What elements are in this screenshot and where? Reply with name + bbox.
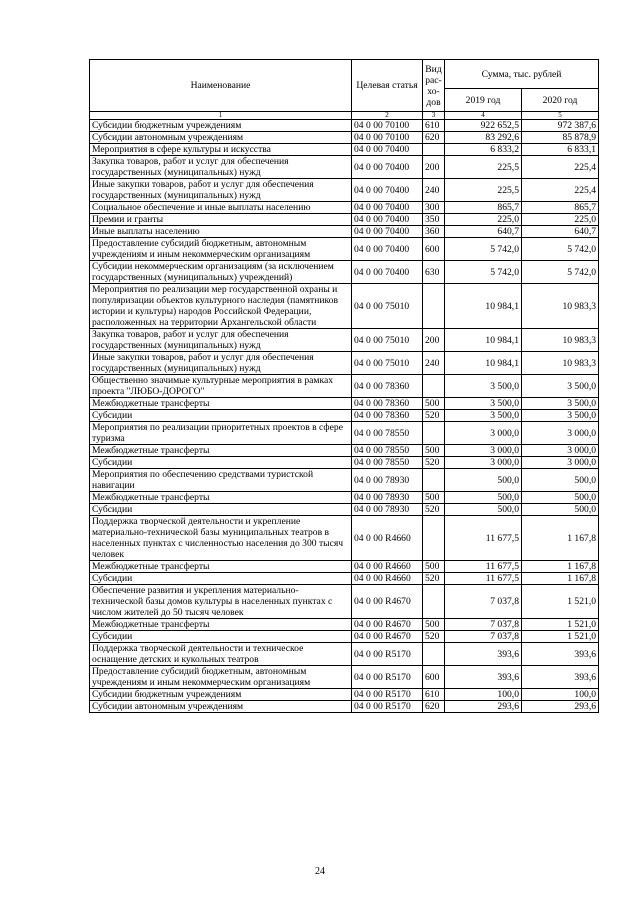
table-row — [90, 701, 599, 713]
row-expense-type-cell: 500 — [423, 561, 445, 573]
row-amount-2019-cell: 5 742,0 — [445, 238, 522, 261]
row-expense-type-cell: 520 — [423, 457, 445, 469]
row-amount-2019-cell: 11 677,5 — [445, 573, 522, 585]
row-amount-2019-cell: 100,0 — [445, 689, 522, 701]
row-amount-2020-cell: 3 000,0 — [522, 422, 599, 445]
row-name-cell: Межбюджетные трансферты — [90, 398, 352, 410]
row-expense-type-cell: 500 — [423, 619, 445, 631]
table-row — [90, 352, 599, 375]
row-expense-type-cell: 200 — [423, 156, 445, 179]
index-row — [90, 112, 599, 120]
row-amount-2019-cell: 5 742,0 — [445, 261, 522, 284]
table-row — [90, 585, 599, 619]
row-target-code-cell: 04 0 00 70400 — [352, 238, 423, 261]
row-amount-2020-cell: 10 983,3 — [522, 329, 599, 352]
row-amount-2019-cell: 10 984,1 — [445, 329, 522, 352]
row-name-cell: Мероприятия по обеспечению средствами туристской навигации — [90, 469, 352, 492]
row-name-cell: Закупка товаров, работ и услуг для обеспечения государственных (муниципальных) нужд — [90, 329, 352, 352]
row-expense-type-cell: 620 — [423, 132, 445, 144]
row-amount-2019-cell: 225,5 — [445, 179, 522, 202]
row-name-cell: Премии и гранты — [90, 214, 352, 226]
row-expense-type-cell: 300 — [423, 202, 445, 214]
row-target-code-cell: 04 0 00 78550 — [352, 422, 423, 445]
row-amount-2019-cell: 10 984,1 — [445, 284, 522, 329]
header-target: Целевая статья — [352, 60, 423, 112]
row-amount-2019-cell: 225,5 — [445, 156, 522, 179]
row-amount-2020-cell: 5 742,0 — [522, 238, 599, 261]
row-target-code-cell: 04 0 00 75010 — [352, 284, 423, 329]
row-target-code-cell: 04 0 00 78550 — [352, 445, 423, 457]
table-row — [90, 156, 599, 179]
row-target-code-cell: 04 0 00 R5170 — [352, 689, 423, 701]
row-amount-2020-cell: 3 000,0 — [522, 445, 599, 457]
table-row — [90, 631, 599, 643]
table-row — [90, 666, 599, 689]
budget-table — [89, 59, 599, 713]
row-amount-2020-cell: 972 387,6 — [522, 120, 599, 132]
row-target-code-cell: 04 0 00 70400 — [352, 202, 423, 214]
row-amount-2020-cell: 393,6 — [522, 666, 599, 689]
table-row — [90, 144, 599, 156]
row-amount-2020-cell: 500,0 — [522, 492, 599, 504]
index-cell: 4 — [445, 112, 522, 120]
header-name: Наименование — [90, 60, 352, 112]
table-row — [90, 469, 599, 492]
row-expense-type-cell — [423, 375, 445, 398]
table-row — [90, 398, 599, 410]
row-name-cell: Иные выплаты населению — [90, 226, 352, 238]
row-target-code-cell: 04 0 00 70400 — [352, 179, 423, 202]
row-target-code-cell: 04 0 00 R4670 — [352, 619, 423, 631]
row-name-cell: Субсидии — [90, 573, 352, 585]
row-amount-2020-cell: 225,4 — [522, 179, 599, 202]
row-name-cell: Межбюджетные трансферты — [90, 561, 352, 573]
row-amount-2019-cell: 500,0 — [445, 492, 522, 504]
row-amount-2019-cell: 225,0 — [445, 214, 522, 226]
row-name-cell: Субсидии автономным учреждениям — [90, 701, 352, 713]
row-target-code-cell: 04 0 00 R5170 — [352, 666, 423, 689]
row-amount-2020-cell: 1 521,0 — [522, 585, 599, 619]
row-expense-type-cell: 240 — [423, 352, 445, 375]
row-expense-type-cell: 630 — [423, 261, 445, 284]
row-target-code-cell: 04 0 00 78550 — [352, 457, 423, 469]
row-expense-type-cell: 520 — [423, 573, 445, 585]
row-expense-type-cell — [423, 144, 445, 156]
row-target-code-cell: 04 0 00 78360 — [352, 375, 423, 398]
row-amount-2020-cell: 393,6 — [522, 643, 599, 666]
index-cell: 2 — [352, 112, 423, 120]
row-amount-2020-cell: 85 878,9 — [522, 132, 599, 144]
row-amount-2020-cell: 100,0 — [522, 689, 599, 701]
row-target-code-cell: 04 0 00 78930 — [352, 504, 423, 516]
row-expense-type-cell: 520 — [423, 410, 445, 422]
row-name-cell: Субсидии бюджетным учреждениям — [90, 689, 352, 701]
row-target-code-cell: 04 0 00 78360 — [352, 410, 423, 422]
table-row — [90, 214, 599, 226]
row-amount-2019-cell: 3 000,0 — [445, 422, 522, 445]
row-name-cell: Обеспечение развития и укрепления материально-технической базы домов культуры в населенных пунктах с числом жителей до 50 тысяч человек — [90, 585, 352, 619]
row-name-cell: Субсидии — [90, 631, 352, 643]
row-amount-2019-cell: 7 037,8 — [445, 631, 522, 643]
row-amount-2019-cell: 500,0 — [445, 504, 522, 516]
row-name-cell: Общественно значимые культурные мероприятия в рамках проекта "ЛЮБО-ДОРОГО" — [90, 375, 352, 398]
table-row — [90, 375, 599, 398]
header-year-2019: 2019 год — [445, 89, 522, 112]
row-name-cell: Межбюджетные трансферты — [90, 445, 352, 457]
row-target-code-cell: 04 0 00 R4660 — [352, 561, 423, 573]
header-vid: Вид рас-хо-дов — [423, 60, 445, 112]
row-amount-2020-cell: 865,7 — [522, 202, 599, 214]
row-amount-2020-cell: 225,0 — [522, 214, 599, 226]
row-target-code-cell: 04 0 00 78360 — [352, 398, 423, 410]
row-expense-type-cell — [423, 469, 445, 492]
table-row — [90, 445, 599, 457]
row-name-cell: Межбюджетные трансферты — [90, 492, 352, 504]
row-amount-2019-cell: 865,7 — [445, 202, 522, 214]
row-name-cell: Закупка товаров, работ и услуг для обеспечения государственных (муниципальных) нужд — [90, 156, 352, 179]
row-amount-2020-cell: 1 521,0 — [522, 631, 599, 643]
row-expense-type-cell: 610 — [423, 689, 445, 701]
row-name-cell: Поддержка творческой деятельности и укрепление материально-технической базы муниципальных театров в населенных пунктах с численностью населения до 300 тысяч человек — [90, 516, 352, 561]
row-amount-2020-cell: 1 167,8 — [522, 573, 599, 585]
row-amount-2019-cell: 393,6 — [445, 643, 522, 666]
row-expense-type-cell: 200 — [423, 329, 445, 352]
row-amount-2019-cell: 3 500,0 — [445, 410, 522, 422]
table-row — [90, 689, 599, 701]
row-target-code-cell: 04 0 00 75010 — [352, 352, 423, 375]
index-cell: 3 — [423, 112, 445, 120]
row-target-code-cell: 04 0 00 R5170 — [352, 643, 423, 666]
row-amount-2019-cell: 7 037,8 — [445, 619, 522, 631]
header-year-2020: 2020 год — [522, 89, 599, 112]
table-row — [90, 238, 599, 261]
row-amount-2019-cell: 10 984,1 — [445, 352, 522, 375]
header-sum: Сумма, тыс. рублей — [445, 60, 599, 89]
row-amount-2020-cell: 1 167,8 — [522, 561, 599, 573]
row-amount-2020-cell: 10 983,3 — [522, 352, 599, 375]
row-target-code-cell: 04 0 00 78930 — [352, 492, 423, 504]
row-name-cell: Поддержка творческой деятельности и техническое оснащение детских и кукольных театров — [90, 643, 352, 666]
row-amount-2020-cell: 640,7 — [522, 226, 599, 238]
row-amount-2019-cell: 640,7 — [445, 226, 522, 238]
row-amount-2019-cell: 293,6 — [445, 701, 522, 713]
row-amount-2019-cell: 3 000,0 — [445, 445, 522, 457]
row-amount-2020-cell: 3 000,0 — [522, 457, 599, 469]
row-amount-2019-cell: 6 833,2 — [445, 144, 522, 156]
row-target-code-cell: 04 0 00 70400 — [352, 214, 423, 226]
row-target-code-cell: 04 0 00 R4660 — [352, 516, 423, 561]
row-target-code-cell: 04 0 00 70100 — [352, 120, 423, 132]
row-amount-2019-cell: 3 000,0 — [445, 457, 522, 469]
table-row — [90, 516, 599, 561]
row-target-code-cell: 04 0 00 R4670 — [352, 631, 423, 643]
row-amount-2020-cell: 225,4 — [522, 156, 599, 179]
row-expense-type-cell — [423, 643, 445, 666]
row-expense-type-cell — [423, 585, 445, 619]
row-amount-2020-cell: 500,0 — [522, 469, 599, 492]
row-expense-type-cell — [423, 422, 445, 445]
row-target-code-cell: 04 0 00 75010 — [352, 329, 423, 352]
row-expense-type-cell: 350 — [423, 214, 445, 226]
table-row — [90, 132, 599, 144]
row-expense-type-cell: 500 — [423, 445, 445, 457]
row-amount-2019-cell: 922 652,5 — [445, 120, 522, 132]
row-amount-2019-cell: 3 500,0 — [445, 375, 522, 398]
row-amount-2020-cell: 6 833,1 — [522, 144, 599, 156]
row-name-cell: Социальное обеспечение и иные выплаты населению — [90, 202, 352, 214]
table-row — [90, 504, 599, 516]
row-name-cell: Субсидии некоммерческим организациям (за исключением государственных (муниципальных) учреждений) — [90, 261, 352, 284]
row-amount-2020-cell: 1 521,0 — [522, 619, 599, 631]
row-target-code-cell: 04 0 00 R5170 — [352, 701, 423, 713]
row-amount-2019-cell: 393,6 — [445, 666, 522, 689]
row-expense-type-cell: 520 — [423, 504, 445, 516]
row-amount-2019-cell: 11 677,5 — [445, 516, 522, 561]
row-expense-type-cell — [423, 516, 445, 561]
row-name-cell: Субсидии бюджетным учреждениям — [90, 120, 352, 132]
row-target-code-cell: 04 0 00 70400 — [352, 144, 423, 156]
row-expense-type-cell: 600 — [423, 238, 445, 261]
row-expense-type-cell: 500 — [423, 492, 445, 504]
row-name-cell: Субсидии — [90, 457, 352, 469]
row-target-code-cell: 04 0 00 78930 — [352, 469, 423, 492]
row-amount-2020-cell: 1 167,8 — [522, 516, 599, 561]
row-amount-2020-cell: 3 500,0 — [522, 398, 599, 410]
row-amount-2020-cell: 500,0 — [522, 504, 599, 516]
row-amount-2020-cell: 293,6 — [522, 701, 599, 713]
row-expense-type-cell: 240 — [423, 179, 445, 202]
row-amount-2019-cell: 11 677,5 — [445, 561, 522, 573]
row-amount-2020-cell: 3 500,0 — [522, 410, 599, 422]
row-target-code-cell: 04 0 00 70100 — [352, 132, 423, 144]
row-expense-type-cell: 610 — [423, 120, 445, 132]
row-amount-2019-cell: 500,0 — [445, 469, 522, 492]
row-name-cell: Предоставление субсидий бюджетным, автономным учреждениям и иным некоммерческим организациям — [90, 666, 352, 689]
row-expense-type-cell: 600 — [423, 666, 445, 689]
row-name-cell: Иные закупки товаров, работ и услуг для обеспечения государственных (муниципальных) нужд — [90, 179, 352, 202]
table-row — [90, 619, 599, 631]
table-row — [90, 492, 599, 504]
table-row — [90, 179, 599, 202]
row-expense-type-cell: 620 — [423, 701, 445, 713]
table-row — [90, 120, 599, 132]
row-amount-2019-cell: 83 292,6 — [445, 132, 522, 144]
row-name-cell: Мероприятия по реализации приоритетных проектов в сфере туризма — [90, 422, 352, 445]
row-amount-2019-cell: 3 500,0 — [445, 398, 522, 410]
row-target-code-cell: 04 0 00 R4670 — [352, 585, 423, 619]
table-row — [90, 226, 599, 238]
row-expense-type-cell — [423, 284, 445, 329]
row-name-cell: Субсидии автономным учреждениям — [90, 132, 352, 144]
table-row — [90, 284, 599, 329]
index-cell: 1 — [90, 112, 352, 120]
row-name-cell: Иные закупки товаров, работ и услуг для обеспечения государственных (муниципальных) нужд — [90, 352, 352, 375]
row-target-code-cell: 04 0 00 R4660 — [352, 573, 423, 585]
row-target-code-cell: 04 0 00 70400 — [352, 156, 423, 179]
row-name-cell: Мероприятия в сфере культуры и искусства — [90, 144, 352, 156]
row-amount-2019-cell: 7 037,8 — [445, 585, 522, 619]
table-row — [90, 329, 599, 352]
table-row — [90, 202, 599, 214]
table-row — [90, 573, 599, 585]
index-cell: 5 — [522, 112, 599, 120]
row-name-cell: Предоставление субсидий бюджетным, автономным учреждениям и иным некоммерческим организациям — [90, 238, 352, 261]
row-amount-2020-cell: 10 983,3 — [522, 284, 599, 329]
row-expense-type-cell: 360 — [423, 226, 445, 238]
row-name-cell: Межбюджетные трансферты — [90, 619, 352, 631]
row-target-code-cell: 04 0 00 70400 — [352, 226, 423, 238]
row-name-cell: Мероприятия по реализации мер государственной охраны и популяризации объектов культурного наследия (памятников истории и культуры) народов Российской Федерации, расположенных на территории Архангельской области — [90, 284, 352, 329]
row-expense-type-cell: 500 — [423, 398, 445, 410]
row-name-cell: Субсидии — [90, 504, 352, 516]
table-row — [90, 561, 599, 573]
table-row — [90, 643, 599, 666]
table-row — [90, 261, 599, 284]
row-amount-2020-cell: 5 742,0 — [522, 261, 599, 284]
row-expense-type-cell: 520 — [423, 631, 445, 643]
row-name-cell: Субсидии — [90, 410, 352, 422]
row-amount-2020-cell: 3 500,0 — [522, 375, 599, 398]
table-row — [90, 410, 599, 422]
table-row — [90, 422, 599, 445]
row-target-code-cell: 04 0 00 70400 — [352, 261, 423, 284]
table-row — [90, 457, 599, 469]
page-number: 24 — [315, 866, 325, 877]
